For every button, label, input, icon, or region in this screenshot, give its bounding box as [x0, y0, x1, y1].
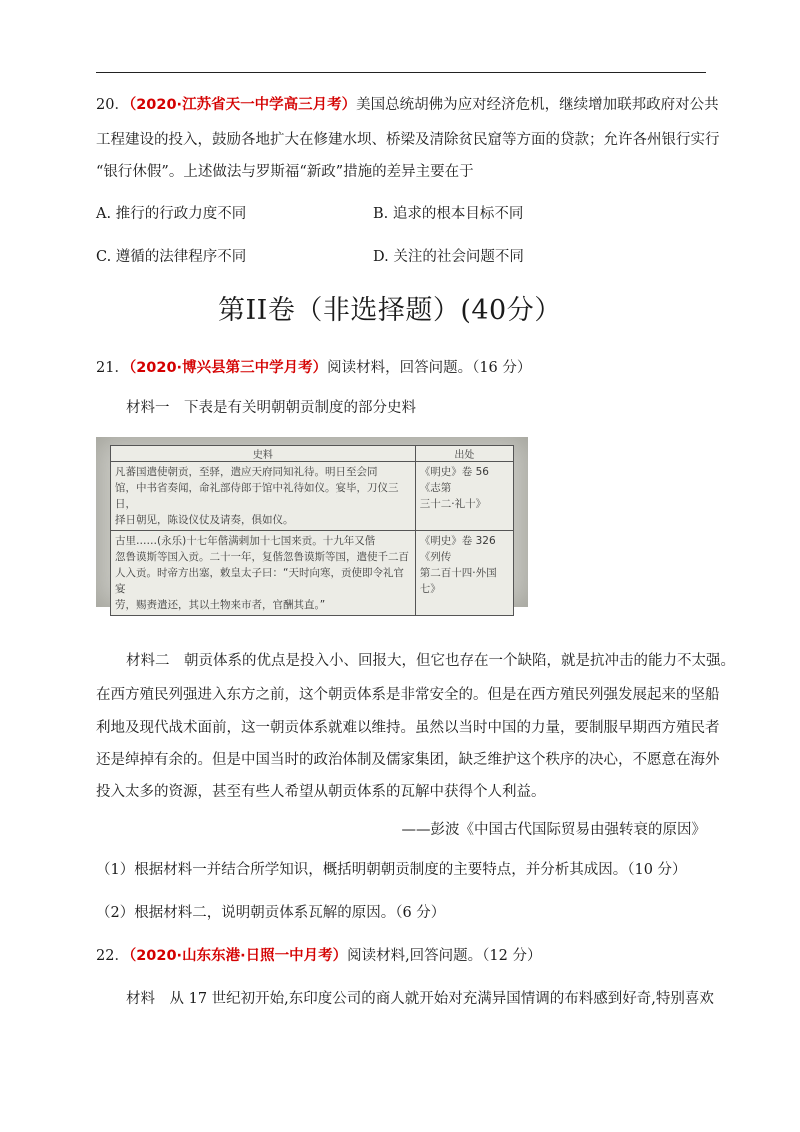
material-1-table-photo: [96, 437, 528, 611]
q21-material-1-intro: 材料一 下表是有关明朝朝贡制度的部分史料: [126, 400, 416, 416]
q21-material-2-line-2: 在西方殖民列强进入东方之前，这个朝贡体系是非常安全的。但是在西方殖民列强发展起来的坚船: [96, 687, 720, 703]
table-row-2-line: 劳，赐赉遣还，其以土物来市者，官酬其直。”: [115, 599, 326, 611]
q21-number: 21．: [96, 360, 129, 376]
header-rule: [96, 72, 706, 73]
q21-source: （2020·博兴县第三中学月考）: [128, 360, 328, 376]
q21-attribution: ——彭波《中国古代国际贸易由强转衰的原因》: [401, 822, 706, 838]
q22-prompt: 阅读材料,回答问题。（12 分）: [347, 948, 542, 964]
q20-option-c: C. 遵循的法律程序不同: [96, 249, 247, 265]
table-row-1-line: 馆，中书省奏闻，命礼部侍郎于馆中礼待如仪。宴毕，刀仪三日，: [115, 482, 399, 510]
q20-option-a: A. 推行的行政力度不同: [96, 206, 247, 222]
q21-material-2-line-4: 还是绰掉有余的。但是中国当时的政治体制及儒家集团，缺乏维护这个秩序的决心，不愿意在海外: [96, 752, 720, 768]
q21-subquestion-1: （1）根据材料一并结合所学知识，概括明朝朝贡制度的主要特点，并分析其成因。（10 分）: [96, 862, 687, 878]
q20-number: 20．: [96, 97, 129, 113]
table-row-2-source-line: 第二百十四·外国: [419, 567, 497, 579]
table-row-1-line: 凡蕃国遣使朝贡，至驿，遣应天府同知礼待。明日至会同: [115, 466, 378, 478]
table-header-source: 出处: [415, 446, 513, 462]
section-title: 第II卷（非选择题）(40分）: [218, 295, 562, 326]
table-row: [111, 462, 514, 531]
table-row: [111, 531, 514, 616]
table-row-1-source-line: 《明史》卷 56《志第: [419, 466, 489, 494]
table-row-2-source-line: 七》: [419, 583, 441, 595]
table-row-1-line: 择日朝见，陈设仪仗及请奏，俱如仪。: [115, 514, 294, 526]
q20-option-d: D. 关注的社会问题不同: [373, 249, 524, 265]
q22-line-1: [96, 946, 542, 966]
table-header-row: [111, 446, 514, 462]
table-header-historical: 史料: [111, 446, 416, 462]
table-row-1-source: [415, 462, 513, 531]
q22-material-line: 材料 从 17 世纪初开始,东印度公司的商人就开始对充满异国情调的布料感到好奇,特别喜欢: [126, 991, 714, 1007]
table-row-1-text: [111, 462, 416, 531]
q20-line-1: [96, 95, 719, 115]
q21-subquestion-2: （2）根据材料二，说明朝贡体系瓦解的原因。（6 分）: [96, 905, 446, 921]
q20-line-3: “银行休假”。上述做法与罗斯福“新政”措施的差异主要在于: [96, 164, 474, 180]
table-row-2-line: 忽鲁谟斯等国入贡。二十一年，复偕忽鲁谟斯等国，遣使千二百: [115, 551, 409, 563]
q20-source: （2020·江苏省天一中学高三月考）: [128, 97, 357, 113]
q20-option-b: B. 追求的根本目标不同: [373, 206, 524, 222]
table-row-2-line: 人入贡。时帝方出塞，敕皇太子曰：“天时向寒，贡使即令礼官宴: [115, 567, 404, 595]
q21-prompt: 阅读材料，回答问题。（16 分）: [327, 360, 532, 376]
material-1-table: [110, 445, 514, 616]
q21-material-2-line-1: 材料二 朝贡体系的优点是投入小、回报大，但它也存在一个缺陷，就是抗冲击的能力不太强。: [126, 653, 735, 669]
table-row-2-source-line: 《明史》卷 326《列传: [419, 535, 496, 563]
q20-text-1: 美国总统胡佛为应对经济危机，继续增加联邦政府对公共: [356, 97, 719, 113]
q22-number: 22．: [96, 948, 129, 964]
table-row-2-source: [415, 531, 513, 616]
q21-material-2-line-3: 利地及现代战术面前，这一朝贡体系就难以维持。虽然以当时中国的力量，要制服早期西方殖民者: [96, 720, 720, 736]
table-row-2-line: 古里……(永乐)十七年偕满剌加十七国来贡。十九年又偕: [115, 535, 376, 547]
q22-source: （2020·山东东港·日照一中月考）: [128, 948, 348, 964]
q21-line-1: [96, 358, 531, 378]
q21-material-2-line-5: 投入太多的资源，甚至有些人希望从朝贡体系的瓦解中获得个人利益。: [96, 784, 546, 800]
table-row-2-text: [111, 531, 416, 616]
q20-line-2: 工程建设的投入，鼓励各地扩大在修建水坝、桥梁及清除贫民窟等方面的贷款；允许各州银行实行: [96, 132, 720, 148]
table-row-1-source-line: 三十二·礼十》: [419, 498, 487, 510]
